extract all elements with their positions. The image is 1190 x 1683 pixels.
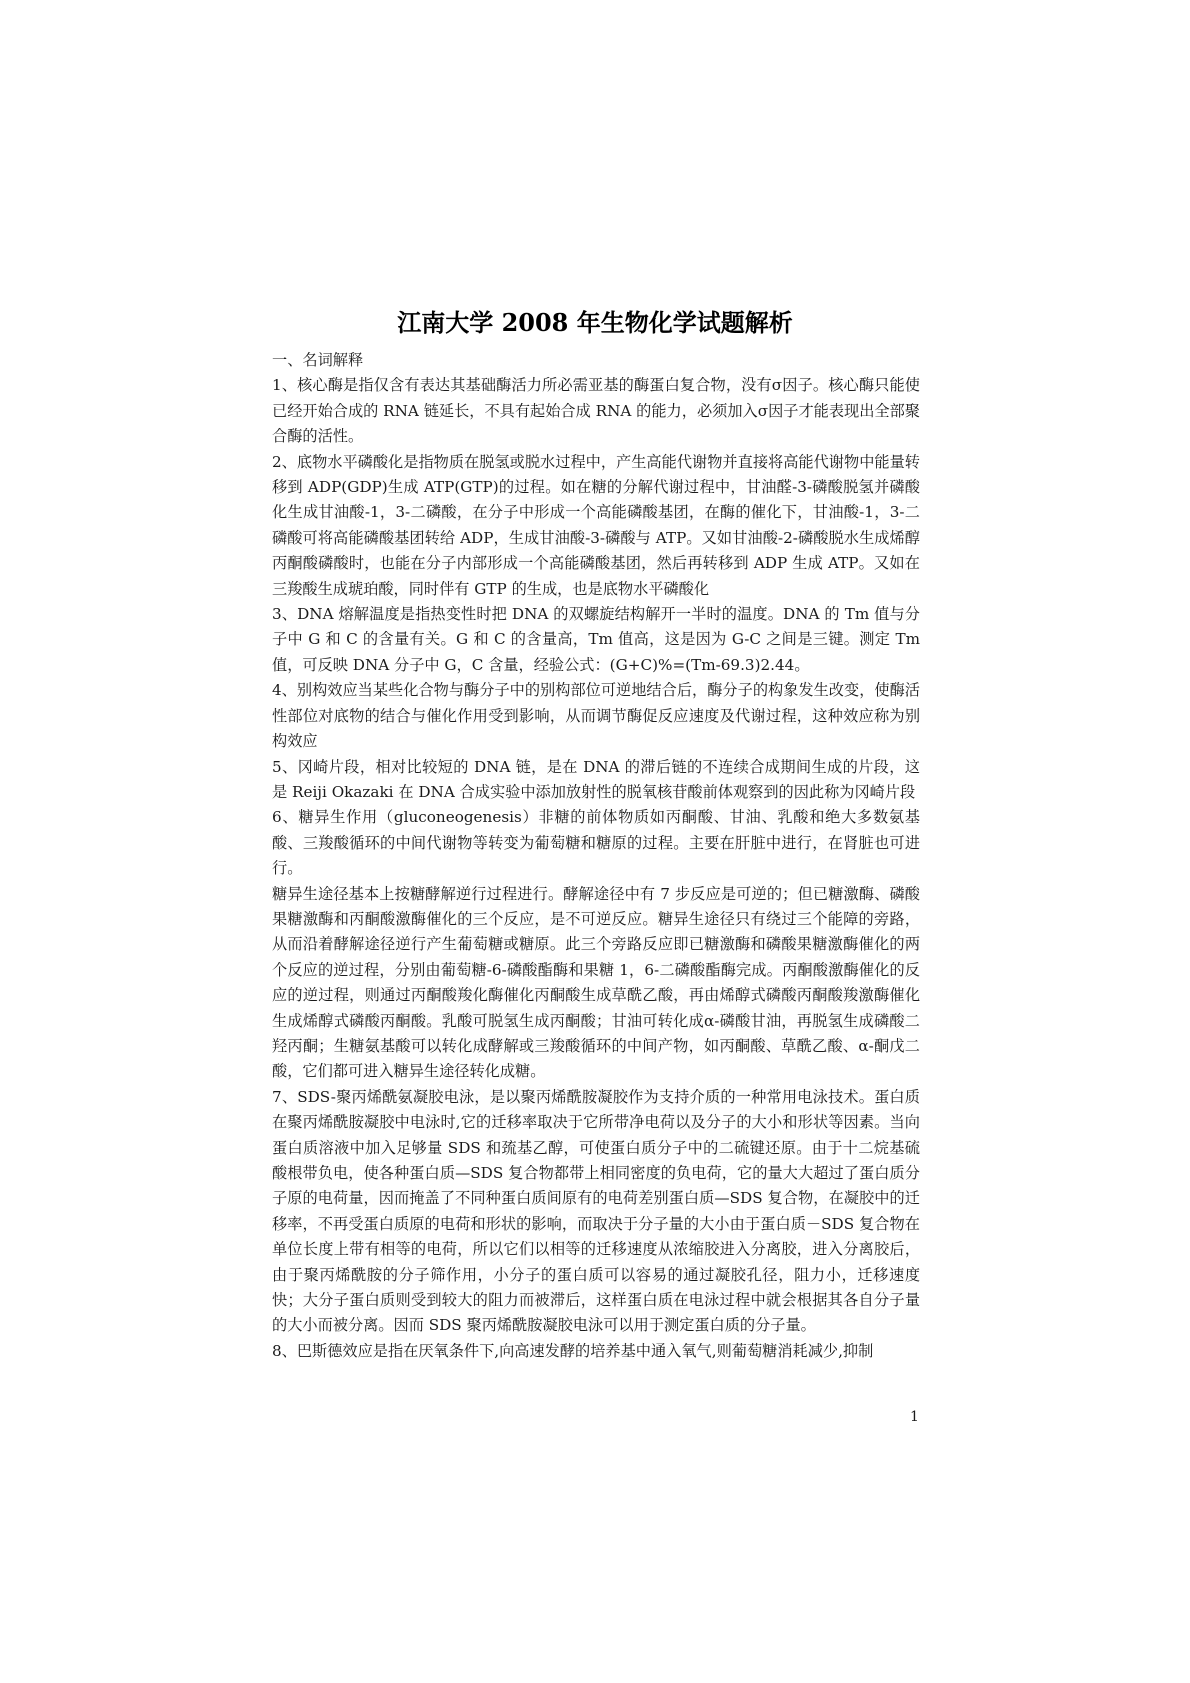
paragraph-2: 2、底物水平磷酸化是指物质在脱氢或脱水过程中，产生高能代谢物并直接将高能代谢物中能量转移到 ADP(GDP)生成 ATP(GTP)的过程。如在糖的分解代谢过程中，甘油醛-3-磷酸脱氢并磷酸化生成甘油酸-1，3-二磷酸，在分子中形成一个高能磷酸基团，在酶的催化下，甘油酸-1，3-二磷酸可将高能磷酸基团转给 ADP，生成甘油酸-3-磷酸与 ATP。又如甘油酸-2-磷酸脱水生成烯醇丙酮酸磷酸时，也能在分子内部形成一个高能磷酸基团，然后再转移到 ADP 生成 ATP。又如在三羧酸生成琥珀酸，同时伴有 GTP 的生成，也是底物水平磷酸化: [272, 452, 920, 598]
paragraph-5: 5、冈崎片段，相对比较短的 DNA 链，是在 DNA 的滞后链的不连续合成期间生成的片段，这是 Reiji Okazaki 在 DNA 合成实验中添加放射性的脱氧核苷酸前体观察到的因此称为冈崎片段: [272, 757, 920, 801]
document-body: [272, 348, 920, 1364]
paragraph-1: 1、核心酶是指仅含有表达其基础酶活力所必需亚基的酶蛋白复合物，没有σ因子。核心酶只能使已经开始合成的 RNA 链延长，不具有起始合成 RNA 的能力，必须加入σ因子才能表现出全部聚合酶的活性。: [272, 376, 920, 446]
paragraph-6-continued: 糖异生途径基本上按糖酵解逆行过程进行。酵解途径中有 7 步反应是可逆的；但已糖激酶、磷酸果糖激酶和丙酮酸激酶催化的三个反应，是不可逆反应。糖异生途径只有绕过三个能障的旁路，从而沿着酵解途径逆行产生葡萄糖或糖原。此三个旁路反应即已糖激酶和磷酸果糖激酶催化的两个反应的逆过程，分别由葡萄糖-6-磷酸酯酶和果糖 1，6-二磷酸酯酶完成。丙酮酸激酶催化的反应的逆过程，则通过丙酮酸羧化酶催化丙酮酸生成草酰乙酸，再由烯醇式磷酸丙酮酸羧激酶催化生成烯醇式磷酸丙酮酸。乳酸可脱氢生成丙酮酸；甘油可转化成α-磷酸甘油，再脱氢生成磷酸二羟丙酮；生糖氨基酸可以转化成酵解或三羧酸循环的中间产物，如丙酮酸、草酰乙酸、α-酮戊二酸，它们都可进入糖异生途径转化成糖。: [272, 884, 920, 1081]
paragraph-8: 8、巴斯德效应是指在厌氧条件下,向高速发酵的培养基中通入氧气,则葡萄糖消耗减少,抑制: [272, 1341, 874, 1360]
section-heading: 一、名词解释: [272, 351, 364, 369]
paragraph-4: 4、别构效应当某些化合物与酶分子中的别构部位可逆地结合后，酶分子的构象发生改变，使酶活性部位对底物的结合与催化作用受到影响，从而调节酶促反应速度及代谢过程，这种效应称为别构效应: [272, 681, 920, 751]
paragraph-7: 7、SDS-聚丙烯酰氨凝胶电泳，是以聚丙烯酰胺凝胶作为支持介质的一种常用电泳技术。蛋白质在聚丙烯酰胺凝胶中电泳时,它的迁移率取决于它所带净电荷以及分子的大小和形状等因素。当向蛋白质溶液中加入足够量 SDS 和巯基乙醇，可使蛋白质分子中的二硫键还原。由于十二烷基硫酸根带负电，使各种蛋白质—SDS 复合物都带上相同密度的负电荷，它的量大大超过了蛋白质分子原的电荷量，因而掩盖了不同种蛋白质间原有的电荷差别蛋白质—SDS 复合物，在凝胶中的迁移率，不再受蛋白质原的电荷和形状的影响，而取决于分子量的大小由于蛋白质－SDS 复合物在单位长度上带有相等的电荷，所以它们以相等的迁移速度从浓缩胶进入分离胶，进入分离胶后，由于聚丙烯酰胺的分子筛作用，小分子的蛋白质可以容易的通过凝胶孔径，阻力小，迁移速度快；大分子蛋白质则受到较大的阻力而被滞后，这样蛋白质在电泳过程中就会根据其各自分子量的大小而被分离。因而 SDS 聚丙烯酰胺凝胶电泳可以用于测定蛋白质的分子量。: [272, 1087, 920, 1335]
paragraph-3: 3、DNA 熔解温度是指热变性时把 DNA 的双螺旋结构解开一半时的温度。DNA 的 Tm 值与分子中 G 和 C 的含量有关。G 和 C 的含量高，Tm 值高，这是因为 G-C 之间是三键。测定 Tm 值，可反映 DNA 分子中 G，C 含量，经验公式：(G+C)%=(Tm-69.3)2.44。: [272, 605, 920, 674]
document-title: 江南大学 2008 年生物化学试题解析: [397, 308, 793, 337]
page-number: 1: [910, 1409, 919, 1425]
paragraph-6: 6、糖异生作用（gluconeogenesis）非糖的前体物质如丙酮酸、甘油、乳酸和绝大多数氨基酸、三羧酸循环的中间代谢物等转变为葡萄糖和糖原的过程。主要在肝脏中进行，在肾脏也可进行。: [272, 808, 920, 878]
